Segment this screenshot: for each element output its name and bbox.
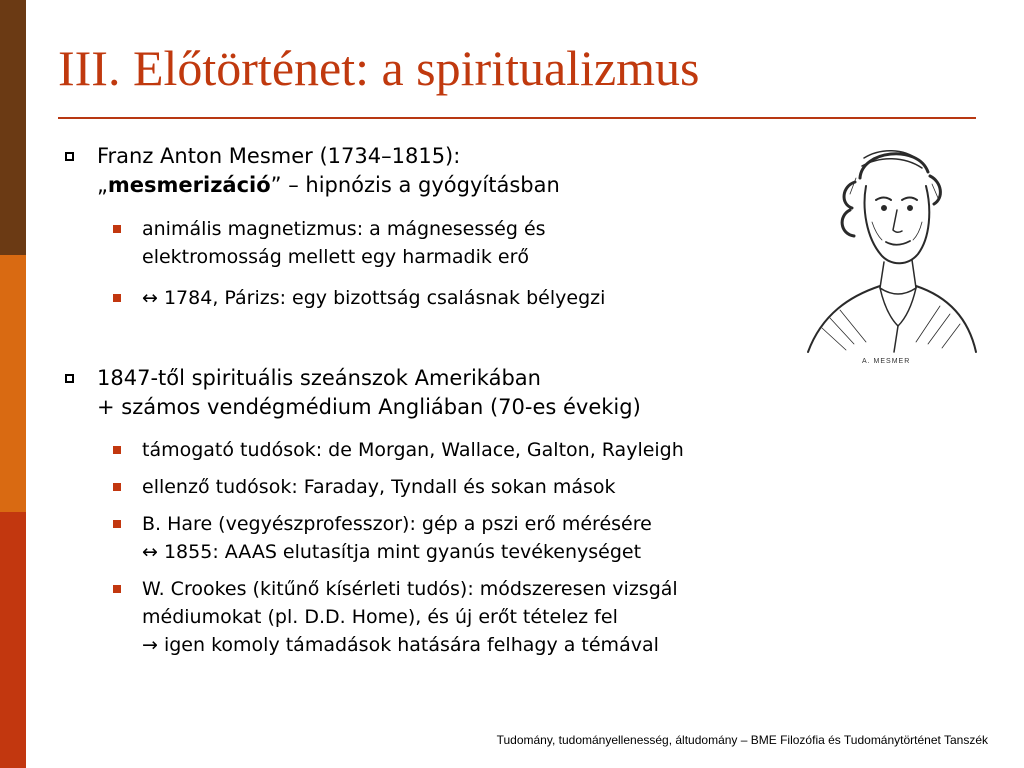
sub-bullet-line: elektromosság mellett egy harmadik erő — [142, 246, 530, 268]
sub-bullet-line — [142, 631, 678, 659]
quote-open: „ — [97, 173, 108, 197]
sub-bullet-line — [142, 538, 652, 566]
bold-term: mesmerizáció — [107, 173, 271, 197]
sub-bullet-line: ellenző tudósok: Faraday, Tyndall és sokan mások — [142, 476, 616, 498]
sub-bullet-line: B. Hare (vegyészprofesszor): gép a pszi erő mérésére — [142, 513, 652, 535]
sub-bullet-line: támogató tudósok: de Morgan, Wallace, Galton, Rayleigh — [142, 439, 684, 461]
sub-bullet-text: 1855: AAAS elutasítja mint gyanús tevékenységet — [163, 541, 642, 563]
bullet-mesmer — [97, 142, 560, 200]
filled-square-bullet-icon — [113, 446, 121, 454]
double-arrow-icon: ↔ — [142, 541, 158, 563]
left-color-bar — [0, 0, 26, 768]
bullet-line — [97, 171, 560, 200]
sub-bullet-paris — [142, 284, 605, 312]
filled-square-bullet-icon — [113, 520, 121, 528]
sub-bullet-line: animális magnetizmus: a mágnesesség és — [142, 218, 546, 240]
filled-square-bullet-icon — [113, 585, 121, 593]
sub-bullet-text: igen komoly támadások hatására felhagy a témával — [163, 634, 659, 656]
double-arrow-icon: ↔ — [142, 287, 158, 309]
footer-text: Tudomány, tudományellenesség, áltudomány – BME Filozófia és Tudománytörténet Tanszék — [496, 733, 988, 747]
bullet-spiritualism — [97, 364, 641, 422]
bullet-line: Franz Anton Mesmer (1734–1815): — [97, 144, 461, 168]
sub-bullet-magnetism — [142, 215, 546, 271]
slide-title: III. Előtörténet: a spiritualizmus — [58, 40, 700, 96]
bullet-text: ” – hipnózis a gyógyításban — [270, 173, 560, 197]
mesmer-portrait — [800, 138, 980, 370]
sub-bullet-supporters — [142, 436, 684, 464]
color-band-brown — [0, 0, 26, 255]
right-arrow-icon: → — [142, 634, 158, 656]
portrait-caption: A. MESMER — [862, 358, 911, 365]
filled-square-bullet-icon — [113, 225, 121, 233]
filled-square-bullet-icon — [113, 483, 121, 491]
sub-bullet-line: médiumokat (pl. D.D. Home), és új erőt tételez fel — [142, 606, 618, 628]
hollow-square-bullet-icon — [65, 152, 74, 161]
sub-bullet-line: W. Crookes (kitűnő kísérleti tudós): módszeresen vizsgál — [142, 578, 678, 600]
title-underline — [58, 117, 976, 119]
sub-bullet-hare — [142, 510, 652, 566]
filled-square-bullet-icon — [113, 294, 121, 302]
sub-bullet-opponents — [142, 473, 616, 501]
sub-bullet-text: 1784, Párizs: egy bizottság csalásnak bélyegzi — [163, 287, 606, 309]
sub-bullet-crookes — [142, 575, 678, 659]
color-band-orange — [0, 255, 26, 512]
hollow-square-bullet-icon — [65, 374, 74, 383]
bullet-line: + számos vendégmédium Angliában (70-es évekig) — [97, 395, 641, 419]
color-band-red — [0, 512, 26, 768]
sub-bullet-line — [142, 284, 605, 312]
bullet-line: 1847-től spirituális szeánszok Amerikában — [97, 366, 541, 390]
